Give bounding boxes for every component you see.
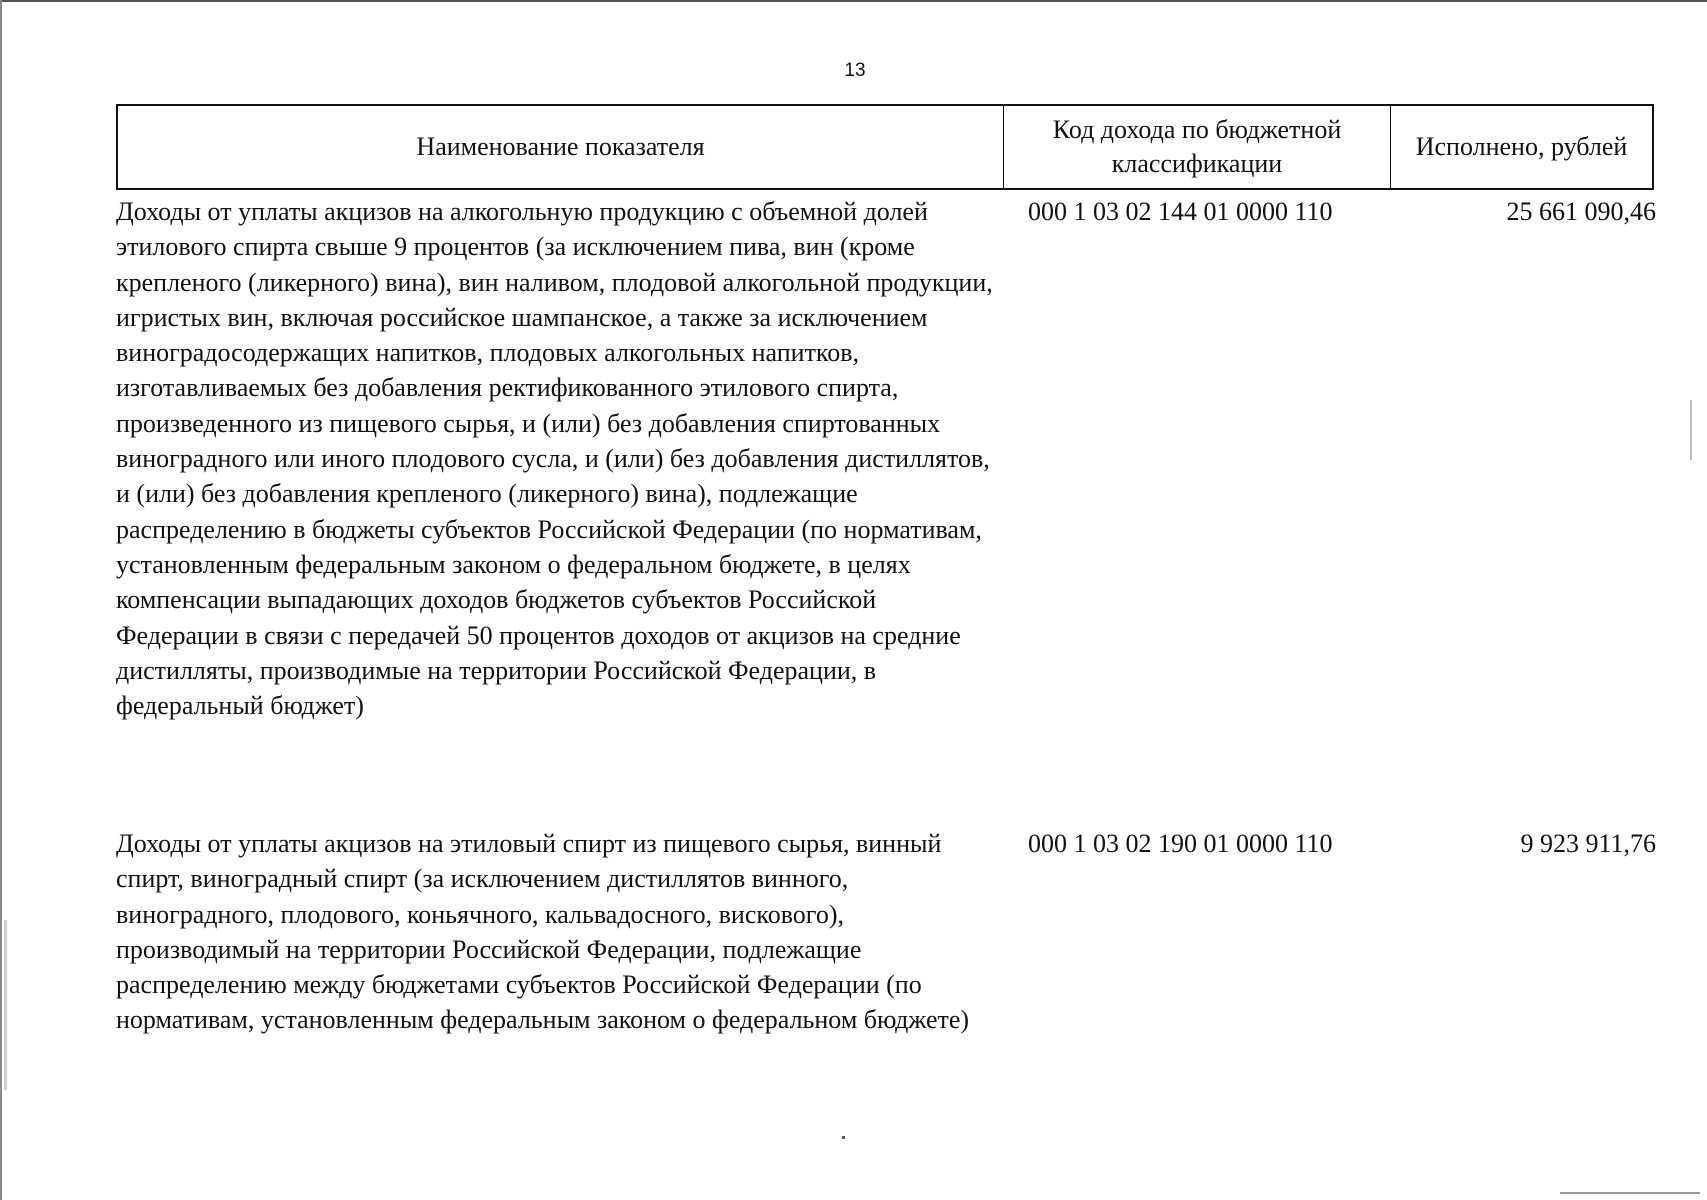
row-indicator-name: Доходы от уплаты акцизов на этиловый спирт из пищевого сырья, винный спирт, виноградный спирт (за исключением дистиллятов винного, виноградного, плодового, коньячного, кальвадосного, вискового), производимый на территории Российской Федерации, подлежащие распределению между бюджетами субъектов Российской Федерации (по нормативам, установленным федеральным законом о федеральном бюджете) xyxy=(116,829,970,1035)
header-amount: Исполнено, рублей xyxy=(1415,132,1628,161)
scan-artifact xyxy=(842,1136,845,1139)
row-amount: 25 661 090,46 xyxy=(1506,197,1656,226)
page-top-edge xyxy=(0,0,1707,2)
row-income-code: 000 1 03 02 190 01 0000 110 xyxy=(1028,829,1333,858)
table-header xyxy=(116,104,1654,190)
row-amount: 9 923 911,76 xyxy=(1520,829,1656,858)
scan-artifact xyxy=(4,920,7,1090)
header-code: Код дохода по бюджетной классификации xyxy=(1004,106,1391,188)
row-indicator-name: Доходы от уплаты акцизов на алкогольную продукцию с объемной долей этилового спирта свыше 9 процентов (за исключением пива, вин (кроме крепленого (ликерного) вина), вин наливом, плодовой алкогольной продукции, игристых вин, включая российское шампанское, а также за исключением виноградосодержащих напитков, плодовых алкогольных напитков, изготавливаемых без добавления ректификованного этилового спирта, произведенного из пищевого сырья, и (или) без добавления спиртованных виноградного или иного плодового сусла, и (или) без добавления дистиллятов, и (или) без добавления крепленого (ликерного) вина), подлежащие распределению в бюджеты субъектов Российской Федерации (по нормативам, установленным федеральным законом о федеральном бюджете, в целях компенсации выпадающих доходов бюджетов субъектов Российской Федерации в связи с передачей 50 процентов доходов от акцизов на средние дистилляты, производимые на территории Российской Федерации, в федеральный бюджет) xyxy=(116,197,993,721)
page-number: 13 xyxy=(844,60,866,81)
header-name: Наименование показателя xyxy=(118,106,1004,188)
scan-artifact xyxy=(1690,400,1692,460)
row-income-code: 000 1 03 02 144 01 0000 110 xyxy=(1028,197,1333,226)
page-left-edge xyxy=(0,0,2,1200)
scan-artifact xyxy=(1560,1192,1700,1194)
